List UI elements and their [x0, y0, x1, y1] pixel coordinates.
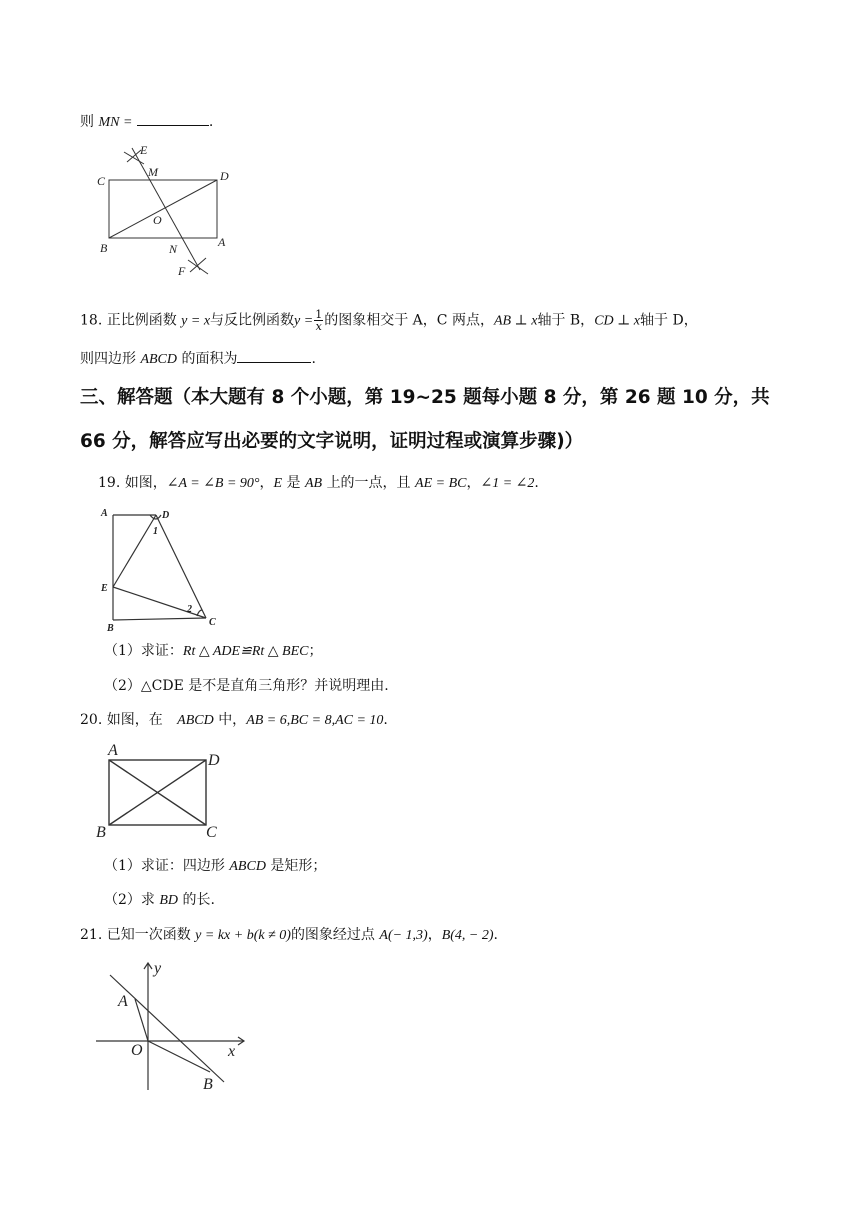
section3-heading-line2: 66 分，解答应写出必要的文字说明，证明过程或演算步骤)） [80, 431, 584, 452]
q18-text-4: 轴于 B， [537, 312, 595, 329]
q19-label-D: D [162, 510, 170, 521]
q19-text-6: . [534, 475, 539, 491]
q19-text-3: 是 [286, 475, 301, 491]
q18-frac-den: x [315, 320, 322, 333]
q18-text-2: 与反比例函数 [210, 312, 295, 329]
q19-math-3: AB [305, 476, 323, 491]
q21-math-2: A(− 1,3) [379, 928, 428, 943]
q19-part1-end: ； [308, 643, 323, 659]
q20-part2-pre: （2）求 [104, 892, 155, 908]
q19-math-5: ∠1 = ∠2 [480, 476, 535, 491]
q17-label-M: M [148, 165, 158, 179]
q20-label-C: C [206, 824, 217, 841]
q20-part1-pre: （1）求证：四边形 [104, 858, 225, 874]
q17-answer-line [80, 111, 213, 133]
q19-label-one: 1 [153, 526, 158, 537]
q21-stem [80, 925, 498, 946]
q19-part1-math: Rt △ ADE≌Rt △ BEC [182, 644, 309, 659]
q19-part2: （2）△CDE 是不是直角三角形？并说明理由. [104, 678, 389, 694]
q18-fraction [314, 309, 323, 332]
q20-math-1: ABCD [177, 713, 214, 728]
q21-math-1: y = kx + b(k ≠ 0) [195, 928, 291, 943]
q18-cond-1: AB ⊥ x [493, 313, 538, 329]
q21-label-B: B [203, 1076, 213, 1093]
q18-end: . [311, 351, 316, 367]
q21-label-A: A [118, 993, 128, 1010]
q20-part2 [104, 890, 215, 911]
q19-text-4: 上的一点，且 [326, 475, 411, 491]
q19-label-C: C [209, 617, 216, 628]
q18-line1 [80, 309, 698, 332]
q20-text-1: 如图，在 [106, 712, 163, 728]
q21-label-y: y [154, 960, 162, 977]
q19-label-B: B [107, 623, 114, 634]
q17-label-D: D [220, 169, 229, 183]
q17-label-E: E [140, 143, 148, 157]
q17-blank[interactable] [137, 111, 209, 126]
q17-figure [92, 140, 232, 280]
q19-stem [98, 473, 539, 494]
q20-label-D: D [208, 752, 220, 769]
q19-text-1: 如图， [124, 475, 167, 491]
q17-label-N: N [169, 242, 178, 256]
q18-func-2: y = [294, 313, 314, 329]
q21-label-O: O [131, 1042, 143, 1059]
q20-math-2: AB = 6,BC = 8,AC = 10 [246, 713, 384, 728]
q18-line2-post: 的面积为 [181, 351, 238, 367]
q20-part1 [104, 856, 326, 877]
q17-label-A: A [218, 235, 226, 249]
q21-text-4: . [493, 927, 498, 943]
q18-frac-num: 1 [315, 308, 323, 321]
q19-label-A: A [101, 508, 108, 519]
q18-text-1: 正比例函数 [106, 312, 177, 329]
q20-number: 20. [80, 712, 103, 728]
q19-text-2: ， [259, 475, 274, 491]
q19-number: 19. [98, 475, 121, 491]
q19-part1-pre: （1）求证： [104, 643, 183, 659]
q19-label-two: 2 [187, 604, 192, 615]
q18-number: 18. [80, 312, 103, 329]
q21-math-3: B(4, − 2) [441, 928, 494, 943]
q21-text-1: 已知一次函数 [106, 927, 191, 943]
q17-end: . [208, 114, 214, 130]
q19-part1 [104, 641, 322, 662]
q20-label-B: B [96, 824, 106, 841]
q20-text-2: 中， [218, 712, 247, 728]
q21-text-3: ， [427, 927, 442, 943]
q20-figure [92, 740, 232, 840]
q17-label-C: C [97, 174, 106, 188]
q19-math-4: AE = BC [415, 476, 467, 491]
q19-label-E: E [101, 583, 108, 594]
q21-text-2: 的图象经过点 [290, 927, 375, 943]
q19-math-1: ∠A = ∠B = 90° [166, 476, 260, 491]
q20-part2-var: BD [159, 893, 179, 908]
q21-label-x: x [228, 1043, 236, 1060]
section3-heading-line1: 三、解答题（本大题有 8 个小题，第 19~25 题每小题 8 分，第 26 题 10 分，共 [80, 387, 770, 408]
q17-var: MN [98, 115, 120, 130]
q18-line2-pre: 则四边形 [80, 351, 136, 367]
q21-number: 21. [80, 927, 103, 943]
q18-line2-var: ABCD [140, 352, 178, 367]
q20-text-3: . [383, 712, 388, 728]
q20-part1-post: 是矩形； [270, 858, 327, 874]
q19-figure [98, 504, 228, 634]
q17-prefix: 则 [80, 114, 94, 130]
q18-text-3: 的图象相交于 A，C 两点， [324, 312, 494, 329]
q19-math-2: E [273, 476, 283, 491]
q18-blank[interactable] [237, 348, 311, 363]
q21-figure [92, 955, 262, 1095]
q18-func-1: y = x [181, 313, 211, 329]
q20-part1-var: ABCD [229, 859, 266, 874]
q19-text-5: ， [466, 475, 481, 491]
q17-label-B: B [100, 241, 108, 255]
q17-eq: = [119, 115, 133, 130]
q17-label-F: F [178, 264, 186, 278]
q20-stem [80, 710, 388, 731]
q20-part2-post: 的长. [182, 892, 215, 908]
q18-text-5: 轴于 D， [640, 312, 698, 329]
q17-label-O: O [153, 213, 162, 227]
q18-line2 [80, 348, 316, 370]
q18-cond-2: CD ⊥ x [594, 313, 641, 329]
q20-label-A: A [108, 742, 118, 759]
